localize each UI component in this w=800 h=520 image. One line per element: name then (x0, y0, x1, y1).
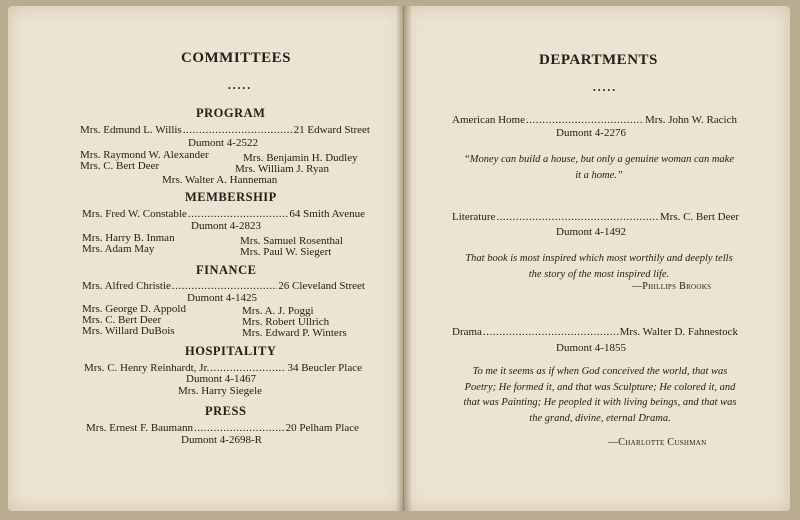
drama-chair: Mrs. Walter D. Fahnestock (619, 326, 738, 338)
ornament: ••••• (593, 86, 618, 95)
finance-heading: FINANCE (196, 263, 257, 277)
drama-line (452, 326, 738, 338)
program-address: 21 Edward Street (293, 124, 370, 136)
hospitality-chair: Mrs. C. Henry Reinhardt, Jr. (84, 362, 210, 374)
drama-phone: Dumont 4-1855 (556, 342, 626, 354)
literature-chair: Mrs. C. Bert Deer (659, 211, 739, 223)
ornament: ••••• (228, 84, 253, 93)
program-member: Mrs. Benjamin H. Dudley (243, 152, 358, 164)
drama-quote: To me it seems as if when God conceived the world, that was Poetry; He formed it, and that was Sculpture; He colored it, and that was Painting; He peopled it with living beings, and that was the grand, divine, eternal Drama. (463, 366, 737, 424)
membership-chair-line (82, 208, 365, 220)
press-address: 20 Pelham Place (285, 422, 359, 434)
dot-leader (483, 326, 619, 338)
dot-leader (194, 422, 285, 434)
dot-leader (496, 211, 659, 223)
american-home-quote: “Money can build a house, but only a genuine woman can make it a home.” (463, 154, 735, 181)
hospitality-address: 34 Beucler Place (287, 362, 362, 374)
dot-leader (172, 280, 277, 292)
american-home-chair: Mrs. John W. Racich (645, 114, 737, 126)
membership-address: 64 Smith Avenue (289, 208, 365, 220)
american-home-name: American Home (452, 114, 525, 126)
finance-member: Mrs. C. Bert Deer (82, 314, 162, 326)
press-chair: Mrs. Ernest F. Baumann (86, 422, 193, 434)
program-member: Mrs. Walter A. Hanneman (162, 174, 278, 186)
finance-member: Mrs. George D. Appold (82, 303, 186, 315)
press-heading: PRESS (205, 404, 247, 418)
finance-member: Mrs. Edward P. Winters (242, 327, 347, 339)
press-chair-line (86, 422, 359, 434)
literature-phone: Dumont 4-1492 (556, 226, 626, 238)
program-chair: Mrs. Edmund L. Willis (80, 124, 182, 136)
literature-quote: That book is most inspired which most worthily and deeply tells the story of the most inspired life. (465, 253, 733, 280)
finance-chair: Mrs. Alfred Christie (82, 280, 171, 292)
literature-line (452, 211, 739, 223)
dot-leader (188, 208, 289, 220)
membership-member: Mrs. Adam May (82, 243, 155, 255)
membership-phone: Dumont 4-2823 (191, 220, 261, 232)
program-chair-line (80, 124, 370, 136)
finance-member: Mrs. Robert Ullrich (242, 316, 330, 328)
departments-title: DEPARTMENTS (539, 52, 658, 68)
committees-title: COMMITTEES (181, 50, 292, 66)
dot-leader (526, 114, 644, 126)
finance-chair-line (82, 280, 365, 292)
finance-phone: Dumont 4-1425 (187, 292, 257, 304)
drama-attribution: —Charlotte Cushman (608, 437, 707, 448)
program-member: Mrs. William J. Ryan (235, 163, 329, 175)
finance-address: 26 Cleveland Street (278, 280, 365, 292)
hospitality-phone: Dumont 4-1467 (186, 373, 256, 385)
hospitality-member: Mrs. Harry Siegele (178, 385, 263, 397)
membership-member: Mrs. Samuel Rosenthal (240, 235, 343, 247)
program-phone: Dumont 4-2522 (188, 137, 258, 149)
literature-name: Literature (452, 211, 496, 223)
hospitality-heading: HOSPITALITY (185, 344, 277, 358)
program-member: Mrs. C. Bert Deer (80, 160, 160, 172)
finance-member: Mrs. Willard DuBois (82, 325, 175, 337)
program-member: Mrs. Raymond W. Alexander (80, 149, 209, 161)
american-home-phone: Dumont 4-2276 (556, 127, 626, 139)
membership-chair: Mrs. Fred W. Constable (82, 208, 187, 220)
membership-heading: MEMBERSHIP (185, 190, 277, 204)
press-phone: Dumont 4-2698-R (181, 434, 262, 446)
american-home-line (452, 114, 737, 126)
program-heading: PROGRAM (196, 106, 266, 120)
book-gutter (396, 6, 412, 511)
dot-leader (183, 124, 293, 136)
membership-member: Mrs. Harry B. Inman (82, 232, 175, 244)
drama-name: Drama (452, 326, 482, 338)
finance-member: Mrs. A. J. Poggi (242, 305, 314, 317)
membership-member: Mrs. Paul W. Siegert (240, 246, 332, 258)
literature-attribution: —Phillips Brooks (632, 281, 712, 292)
